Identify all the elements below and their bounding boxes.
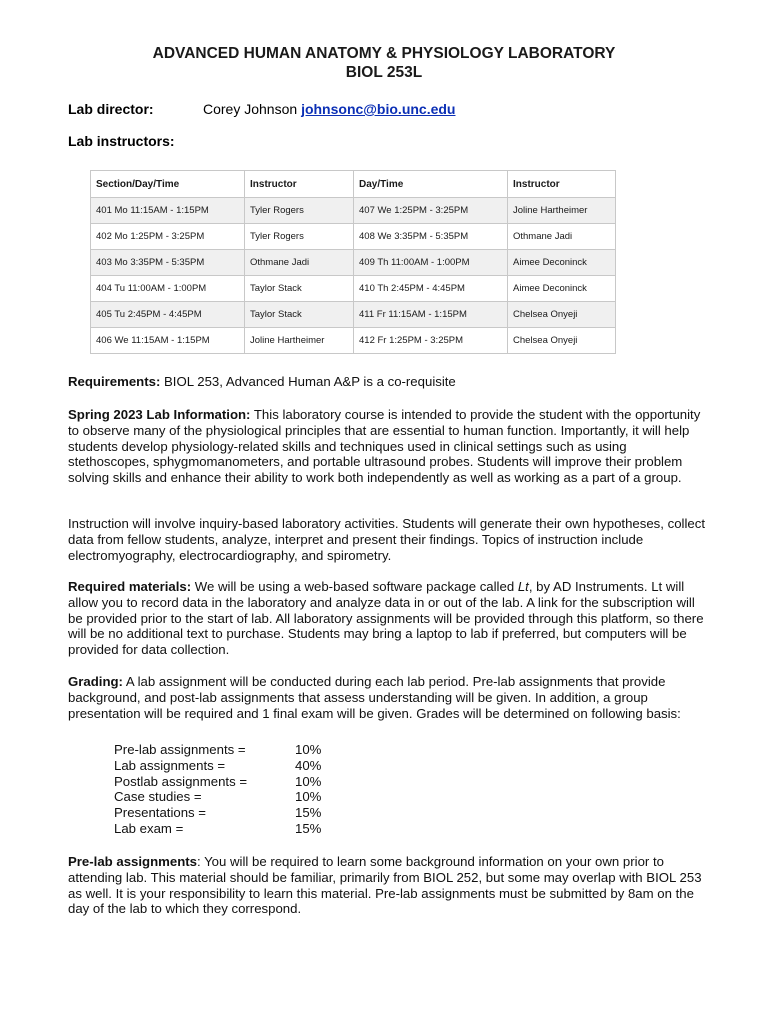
grading-text: A lab assignment will be conducted during each lab period. Pre-lab assignments that provide background, and post-lab assignments that assess understanding will be given. In addition, a group presentation will be required and 1 final exam will be given. Grades will be determined on following basis: xyxy=(68,674,681,721)
table-row xyxy=(91,250,616,276)
table-cell: 410 Th 2:45PM - 4:45PM xyxy=(354,276,508,302)
table-cell: Chelsea Onyeji xyxy=(508,302,616,328)
grading-breakdown xyxy=(114,742,321,837)
prelab-label: Pre-lab assignments xyxy=(68,854,197,869)
table-cell: 406 We 11:15AM - 1:15PM xyxy=(91,328,245,354)
grade-label: Pre-lab assignments = xyxy=(114,742,246,757)
lab-instructors-label: Lab instructors: xyxy=(68,133,175,149)
spring-info-text: This laboratory course is intended to provide the student with the opportunity to observe many of the physiological principles that are essential to human function. Importantly, it will help students develop physiology-related skills and techniques used in clinical settings such as using stethoscopes, sphygmomanometers, and portable ultrasound probes. Students will improve their problem solving skills and enhance their ability to work both independently as well as working as a part of a group. xyxy=(68,407,701,486)
spring-info-paragraph xyxy=(68,407,708,486)
table-cell: Taylor Stack xyxy=(245,276,354,302)
title-line-2: BIOL 253L xyxy=(345,64,423,81)
table-row xyxy=(91,198,616,224)
table-row xyxy=(91,302,616,328)
instruction-paragraph xyxy=(68,516,708,563)
table-cell: Aimee Deconinck xyxy=(508,250,616,276)
requirements-text: BIOL 253, Advanced Human A&P is a co-requisite xyxy=(160,374,456,389)
materials-software: Lt xyxy=(517,579,529,594)
table-cell: Joline Hartheimer xyxy=(508,198,616,224)
grade-row xyxy=(114,758,321,774)
table-cell: 403 Mo 3:35PM - 5:35PM xyxy=(91,250,245,276)
grade-value: 15% xyxy=(295,820,322,836)
table-row xyxy=(91,328,616,354)
grade-row xyxy=(114,774,321,790)
header-instructor-2: Instructor xyxy=(508,171,616,198)
table-cell: Tyler Rogers xyxy=(245,198,354,224)
prelab-text: : You will be required to learn some background information on your own prior to attending lab. This material should be familiar, primarily from BIOL 252, but some may overlap with BIOL 253 as well. It is your responsibility to learn this material. Pre-lab assignments must be submitted by 8am on the day of the lab to which they correspond. xyxy=(68,854,702,917)
table-cell: Othmane Jadi xyxy=(245,250,354,276)
lab-director-name: Corey Johnson xyxy=(203,101,298,117)
grade-row xyxy=(114,789,321,805)
title-line-1: ADVANCED HUMAN ANATOMY & PHYSIOLOGY LABORATORY xyxy=(152,45,616,62)
table-row xyxy=(91,276,616,302)
schedule-header-row xyxy=(91,171,616,198)
grade-value: 10% xyxy=(295,742,322,757)
table-cell: 404 Tu 11:00AM - 1:00PM xyxy=(91,276,245,302)
requirements-label: Requirements: xyxy=(68,374,161,389)
table-cell: Joline Hartheimer xyxy=(245,328,354,354)
grade-row xyxy=(114,821,321,837)
header-day-time: Day/Time xyxy=(354,171,508,198)
page-title xyxy=(0,44,768,82)
materials-paragraph xyxy=(68,579,708,658)
materials-text-after: , by AD Instruments. Lt will allow you to record data in the laboratory and analyze data in or out of the lab. A link for the subscription will be provided prior to the start of lab. All laboratory assignments will be provided through this platform, so there will be no additional text to purchase. Students may bring a laptop to lab if preferred, but computers will be provided for data collection. xyxy=(68,579,704,658)
prelab-paragraph xyxy=(68,854,708,917)
grade-label: Case studies = xyxy=(114,789,202,805)
table-row xyxy=(91,224,616,250)
table-cell: Othmane Jadi xyxy=(508,224,616,250)
grade-value: 10% xyxy=(295,789,322,805)
grade-label: Lab exam = xyxy=(114,820,184,836)
table-cell: 412 Fr 1:25PM - 3:25PM xyxy=(354,328,508,354)
table-cell: 405 Tu 2:45PM - 4:45PM xyxy=(91,302,245,328)
grade-label: Postlab assignments = xyxy=(114,773,248,789)
grade-value: 15% xyxy=(295,805,322,821)
spring-info-label: Spring 2023 Lab Information: xyxy=(68,407,251,422)
table-cell: Taylor Stack xyxy=(245,302,354,328)
grading-label: Grading: xyxy=(68,674,123,689)
instruction-text: Instruction will involve inquiry-based laboratory activities. Students will generate their own hypotheses, collect data from fellow students, analyze, interpret and present their findings. Topics of instruction include electromyography, electrocardiography, and spirometry. xyxy=(68,516,705,563)
grade-label: Lab assignments = xyxy=(114,757,226,773)
lab-director-label: Lab director: xyxy=(68,101,154,117)
table-cell: 411 Fr 11:15AM - 1:15PM xyxy=(354,302,508,328)
header-section-day-time: Section/Day/Time xyxy=(91,171,245,198)
materials-label: Required materials: xyxy=(68,579,192,594)
table-cell: Tyler Rogers xyxy=(245,224,354,250)
grade-row xyxy=(114,742,321,758)
requirements-paragraph xyxy=(68,374,708,390)
lab-director-email-link[interactable]: johnsonc@bio.unc.edu xyxy=(301,101,456,117)
grade-row xyxy=(114,805,321,821)
table-cell: 409 Th 11:00AM - 1:00PM xyxy=(354,250,508,276)
grading-paragraph xyxy=(68,674,708,721)
table-cell: Chelsea Onyeji xyxy=(508,328,616,354)
grade-value: 10% xyxy=(295,773,322,789)
table-cell: 401 Mo 11:15AM - 1:15PM xyxy=(91,198,245,224)
table-cell: 407 We 1:25PM - 3:25PM xyxy=(354,198,508,224)
materials-text-before: We will be using a web-based software package called xyxy=(191,579,518,594)
table-cell: 408 We 3:35PM - 5:35PM xyxy=(354,224,508,250)
grade-label: Presentations = xyxy=(114,805,207,821)
header-instructor: Instructor xyxy=(245,171,354,198)
table-cell: 402 Mo 1:25PM - 3:25PM xyxy=(91,224,245,250)
schedule-table xyxy=(90,170,616,354)
table-cell: Aimee Deconinck xyxy=(508,276,616,302)
grade-value: 40% xyxy=(295,757,322,773)
lab-director xyxy=(68,101,456,118)
